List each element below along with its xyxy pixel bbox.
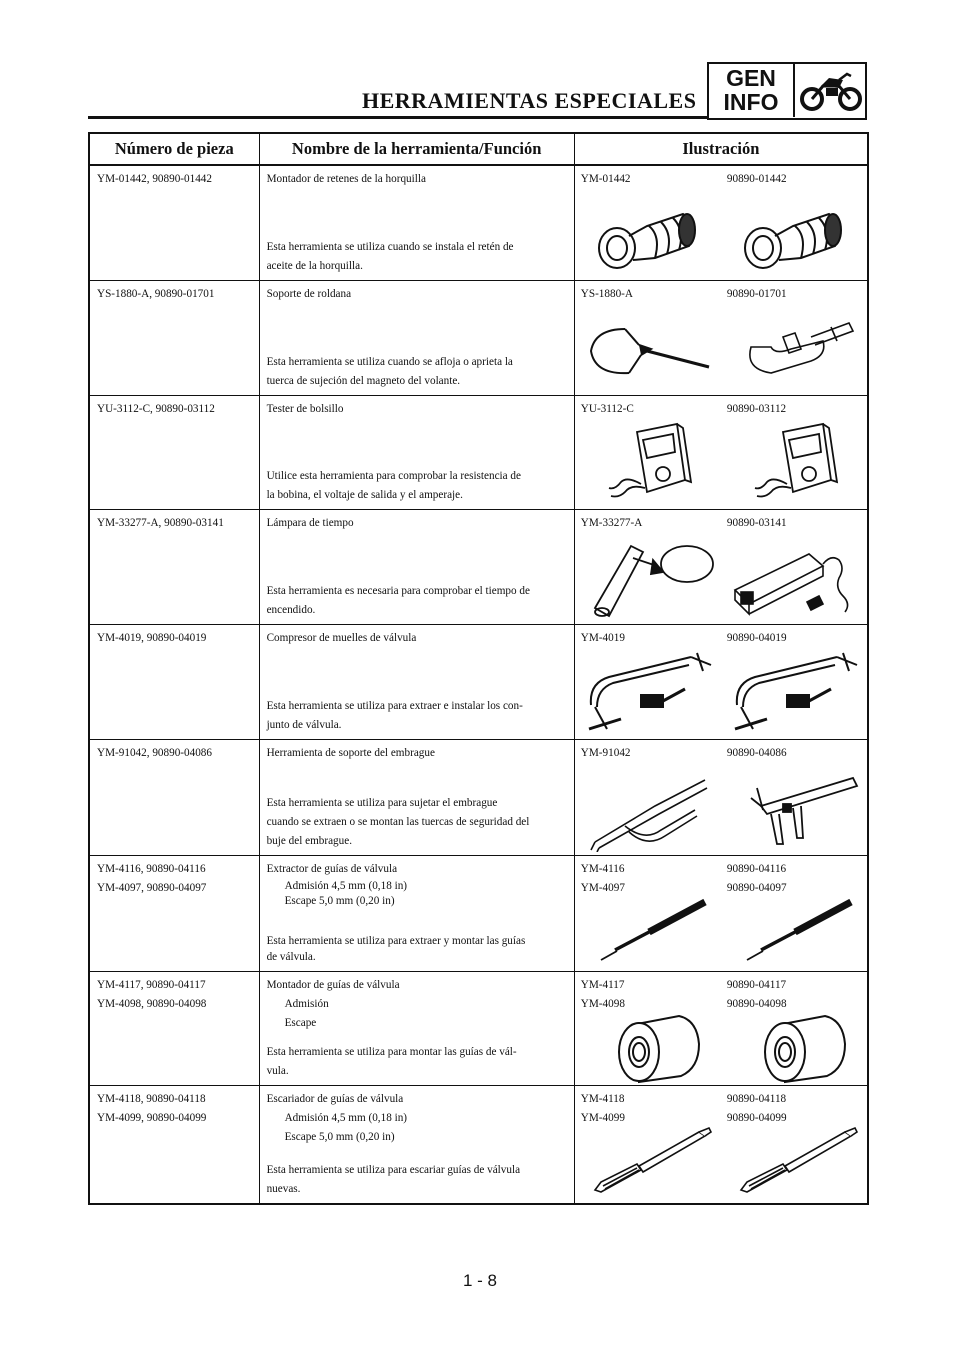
- header-tool-name: Nombre de la herramienta/Función: [260, 134, 575, 164]
- valve-guide-installer-drawing: [615, 1010, 705, 1084]
- illustration-label: 90890-04117: [726, 979, 787, 991]
- part-number-cell: [90, 1086, 260, 1203]
- illustration-label: 90890-03112: [726, 403, 787, 415]
- illustration-right: [721, 1086, 867, 1203]
- valve-guide-installer-drawing: [761, 1010, 851, 1084]
- table-row: [90, 625, 867, 740]
- tool-name-cell: [260, 740, 575, 855]
- table-row: [90, 1086, 867, 1203]
- tool-name-cell: [260, 625, 575, 739]
- description-line: de válvula.: [266, 951, 316, 963]
- part-number: YM-4116, 90890-04116: [97, 863, 206, 875]
- timing-light-drawing: [583, 536, 717, 620]
- tool-name: Soporte de roldana: [266, 288, 352, 300]
- illustration-cell: [575, 1086, 867, 1203]
- description-line: Esta herramienta se utiliza para sujetar el embrague: [266, 797, 498, 809]
- description-line: junto de válvula.: [266, 719, 342, 731]
- illustration-label: YM-4118: [580, 1093, 625, 1105]
- illustration-label: 90890-04097: [726, 882, 787, 894]
- part-number: YS-1880-A, 90890-01701: [97, 288, 215, 300]
- tool-subspec: Escape: [284, 1017, 317, 1029]
- pocket-tester-drawing: [747, 418, 847, 504]
- description-line: Esta herramienta se utiliza para extraer y montar las guías: [266, 935, 526, 947]
- tool-name: Tester de bolsillo: [266, 403, 344, 415]
- tool-description: [267, 582, 568, 620]
- badge-line-info: INFO: [723, 89, 779, 115]
- valve-guide-reamer-drawing: [733, 1126, 861, 1198]
- tool-subspec: Admisión: [284, 998, 329, 1010]
- section-badge: [707, 62, 867, 120]
- illustration-right: [721, 856, 867, 971]
- tool-description: [267, 697, 568, 735]
- part-number: YU-3112-C, 90890-03112: [97, 403, 215, 415]
- illustration-left: [575, 972, 721, 1085]
- illustration-left: [575, 1086, 721, 1203]
- illustration-cell: [575, 396, 867, 509]
- illustration-left: [575, 625, 721, 739]
- illustration-label: YM-01442: [580, 173, 631, 185]
- illustration-label: 90890-04099: [726, 1112, 787, 1124]
- part-number: YM-4097, 90890-04097: [97, 882, 207, 894]
- table-row: [90, 972, 867, 1086]
- illustration-label: 90890-04019: [726, 632, 787, 644]
- part-number: YM-4019, 90890-04019: [97, 632, 207, 644]
- part-number: YM-91042, 90890-04086: [97, 747, 212, 759]
- tool-name: Montador de retenes de la horquilla: [266, 173, 426, 185]
- part-number-cell: [90, 166, 260, 280]
- illustration-label: YM-4116: [580, 863, 625, 875]
- clutch-holder-drawing: [731, 764, 861, 852]
- illustration-left: [575, 856, 721, 971]
- tool-name-cell: [260, 281, 575, 395]
- table-row: [90, 396, 867, 510]
- sheave-holder-drawing: [731, 307, 861, 387]
- illustration-right: [721, 972, 867, 1085]
- tool-name: Escariador de guías de válvula: [266, 1093, 404, 1105]
- illustration-cell: [575, 625, 867, 739]
- description-line: cuando se extraen o se montan las tuercas de seguridad del: [266, 816, 530, 828]
- illustration-label: YM-4097: [580, 882, 625, 894]
- clutch-holder-drawing: [585, 766, 715, 852]
- description-line: Esta herramienta se utiliza para extraer e instalar los con-: [266, 700, 523, 712]
- description-line: la bobina, el voltaje de salida y el amperaje.: [266, 489, 463, 501]
- illustration-right: [721, 166, 867, 280]
- description-line: Esta herramienta es necesaria para comprobar el tiempo de: [266, 585, 530, 597]
- illustration-cell: [575, 166, 867, 280]
- part-number-cell: [90, 281, 260, 395]
- tool-description: [267, 467, 568, 505]
- special-tools-table: [88, 132, 869, 1205]
- illustration-label: 90890-03141: [726, 517, 787, 529]
- tool-name: Compresor de muelles de válvula: [266, 632, 417, 644]
- tool-description: [267, 238, 568, 276]
- tool-name-cell: [260, 396, 575, 509]
- description-line: encendido.: [266, 604, 316, 616]
- tool-subspec: Admisión 4,5 mm (0,18 in): [284, 1112, 408, 1124]
- header-part-number: Número de pieza: [90, 134, 260, 164]
- illustration-right: [721, 396, 867, 509]
- description-line: vula.: [266, 1065, 289, 1077]
- part-number-cell: [90, 972, 260, 1085]
- illustration-left: [575, 396, 721, 509]
- valve-spring-compressor-drawing: [581, 649, 717, 737]
- illustration-left: [575, 281, 721, 395]
- description-line: Esta herramienta se utiliza para montar las guías de vál-: [266, 1046, 517, 1058]
- illustration-label: YM-4099: [580, 1112, 625, 1124]
- part-number-cell: [90, 740, 260, 855]
- tool-description: [267, 1161, 568, 1199]
- illustration-label: YM-4117: [580, 979, 625, 991]
- illustration-label: 90890-04098: [726, 998, 787, 1010]
- table-row: [90, 166, 867, 281]
- page-number: 1 - 8: [462, 1271, 498, 1290]
- illustration-label: YM-4019: [580, 632, 625, 644]
- fork-seal-driver-drawing: [735, 196, 845, 276]
- tool-description: [267, 933, 568, 965]
- valve-guide-reamer-drawing: [587, 1126, 715, 1198]
- description-line: aceite de la horquilla.: [266, 260, 363, 272]
- sheave-holder-drawing: [585, 309, 715, 389]
- illustration-left: [575, 166, 721, 280]
- page-title: HERRAMIENTAS ESPECIALES: [362, 88, 697, 113]
- illustration-cell: [575, 510, 867, 624]
- tool-subspec: Admisión 4,5 mm (0,18 in): [284, 880, 408, 892]
- part-number-cell: [90, 856, 260, 971]
- table-header: [90, 134, 867, 166]
- illustration-right: [721, 510, 867, 624]
- tool-name: Herramienta de soporte del embrague: [266, 747, 435, 759]
- part-number: YM-4099, 90890-04099: [97, 1112, 207, 1124]
- tool-description: [267, 353, 568, 391]
- tool-subspec: Escape 5,0 mm (0,20 in): [284, 1131, 395, 1143]
- description-line: Esta herramienta se utiliza cuando se instala el retén de: [266, 241, 514, 253]
- table-row: [90, 856, 867, 972]
- illustration-label: 90890-04086: [726, 747, 787, 759]
- table-row: [90, 740, 867, 856]
- table-row: [90, 510, 867, 625]
- part-number-cell: [90, 625, 260, 739]
- tool-name-cell: [260, 166, 575, 280]
- part-number: YM-4098, 90890-04098: [97, 998, 207, 1010]
- table-row: [90, 281, 867, 396]
- header-illustration: Ilustración: [682, 139, 760, 158]
- valve-guide-remover-drawing: [741, 896, 857, 966]
- tool-name: Lámpara de tiempo: [266, 517, 354, 529]
- description-line: buje del embrague.: [266, 835, 353, 847]
- fork-seal-driver-drawing: [589, 196, 699, 276]
- illustration-label: YM-91042: [580, 747, 631, 759]
- tool-name-cell: [260, 972, 575, 1085]
- description-line: Utilice esta herramienta para comprobar la resistencia de: [266, 470, 521, 482]
- part-number-cell: [90, 510, 260, 624]
- part-number-cell: [90, 396, 260, 509]
- illustration-cell: [575, 972, 867, 1085]
- part-number: YM-4117, 90890-04117: [97, 979, 206, 991]
- tool-name: Montador de guías de válvula: [266, 979, 400, 991]
- timing-light-drawing: [727, 534, 863, 620]
- tool-name-cell: [260, 510, 575, 624]
- badge-line-gen: GEN: [726, 65, 776, 91]
- tool-subspec: Escape 5,0 mm (0,20 in): [284, 895, 395, 907]
- motorcycle-icon: [799, 68, 863, 114]
- description-line: nuevas.: [266, 1183, 301, 1195]
- tool-name-cell: [260, 1086, 575, 1203]
- header-rule: [88, 116, 708, 119]
- illustration-cell: [575, 856, 867, 971]
- illustration-label: 90890-04118: [726, 1093, 787, 1105]
- part-number: YM-01442, 90890-01442: [97, 173, 212, 185]
- badge-text: [709, 64, 795, 117]
- illustration-right: [721, 625, 867, 739]
- tool-description: [267, 794, 568, 851]
- tool-name: Extractor de guías de válvula: [266, 863, 398, 875]
- tool-description: [267, 1043, 568, 1081]
- description-line: Esta herramienta se utiliza para escariar guías de válvula: [266, 1164, 521, 1176]
- illustration-left: [575, 510, 721, 624]
- valve-spring-compressor-drawing: [727, 649, 863, 737]
- valve-guide-remover-drawing: [595, 896, 711, 966]
- part-number: YM-4118, 90890-04118: [97, 1093, 206, 1105]
- tool-name-cell: [260, 856, 575, 971]
- illustration-right: [721, 740, 867, 855]
- illustration-label: YU-3112-C: [580, 403, 634, 415]
- illustration-cell: [575, 740, 867, 855]
- illustration-label: 90890-01701: [726, 288, 787, 300]
- illustration-cell: [575, 281, 867, 395]
- illustration-label: YM-33277-A: [580, 517, 643, 529]
- description-line: tuerca de sujeción del magneto del volante.: [266, 375, 461, 387]
- description-line: Esta herramienta se utiliza cuando se afloja o aprieta la: [266, 356, 513, 368]
- illustration-label: 90890-04116: [726, 863, 787, 875]
- illustration-label: YS-1880-A: [580, 288, 633, 300]
- pocket-tester-drawing: [601, 418, 701, 504]
- illustration-label: 90890-01442: [726, 173, 787, 185]
- illustration-label: YM-4098: [580, 998, 625, 1010]
- part-number: YM-33277-A, 90890-03141: [97, 517, 224, 529]
- illustration-left: [575, 740, 721, 855]
- illustration-right: [721, 281, 867, 395]
